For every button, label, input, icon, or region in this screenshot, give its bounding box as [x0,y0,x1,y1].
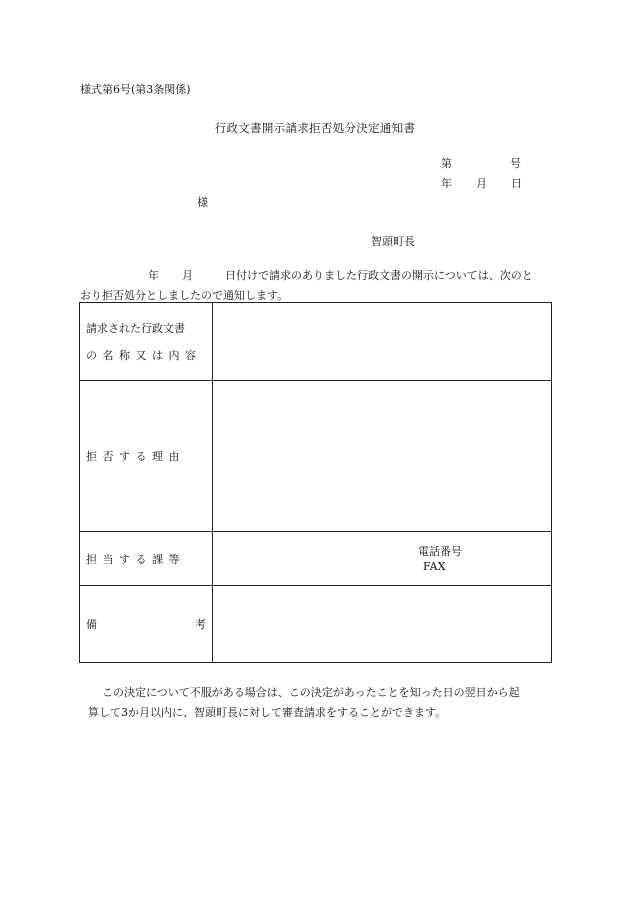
document-number-suffix: 号 [510,157,521,170]
contact-block [213,544,551,574]
refusal-reason-value [213,381,552,532]
table-row-refusal-reason [80,381,552,532]
body-text-line-2: おり拒否処分としましたので通知します。 [80,289,289,302]
recipient-honorific: 様 [197,196,208,209]
remarks-label-text [86,616,208,632]
table-row-responsible-section [80,532,552,586]
remarks-label [80,586,213,663]
remarks-value [213,586,552,663]
form-number: 様式第6号(第3条関係) [80,83,191,96]
document-number-prefix: 第 [441,157,452,170]
remarks-label-start: 備 [86,618,97,631]
request-date-year: 年 [148,269,159,282]
responsible-section-label [80,532,213,586]
remarks-label-end: 考 [195,618,206,631]
refusal-reason-label-text: 拒否する理由 [86,450,185,463]
decision-table [79,302,552,663]
table-row-requested-document [80,303,552,381]
requested-document-label-line-1: 請求された行政文書 [86,321,185,335]
requested-document-label [80,303,213,381]
table-row-remarks [80,586,552,663]
body-text-line-1 [148,267,533,283]
requested-document-label-line-2: の名称又は内容 [86,348,202,362]
responsible-section-value [213,532,552,586]
phone-number-label: 電話番号 [418,544,462,558]
issue-date-month: 月 [476,177,487,190]
issue-date-year: 年 [441,177,452,190]
request-date-month: 月 [182,269,193,282]
requested-document-value [213,303,552,381]
issuer-name: 智頭町長 [371,235,415,248]
fax-label: FAX [423,559,446,573]
appeal-notice-line-2: 算して3か月以内に、智頭町長に対して審査請求をすることができます。 [88,706,447,719]
document-title: 行政文書開示請求拒否処分決定通知書 [214,121,416,135]
appeal-notice-line-1: この決定について不服がある場合は、この決定があったことを知った日の翌日から起 [102,686,520,699]
issue-date-day: 日 [511,177,522,190]
body-text-rest: 日付けで請求のありました行政文書の開示については、次のと [225,269,533,282]
responsible-section-label-text: 担当する課等 [86,552,185,566]
refusal-reason-label [80,381,213,532]
